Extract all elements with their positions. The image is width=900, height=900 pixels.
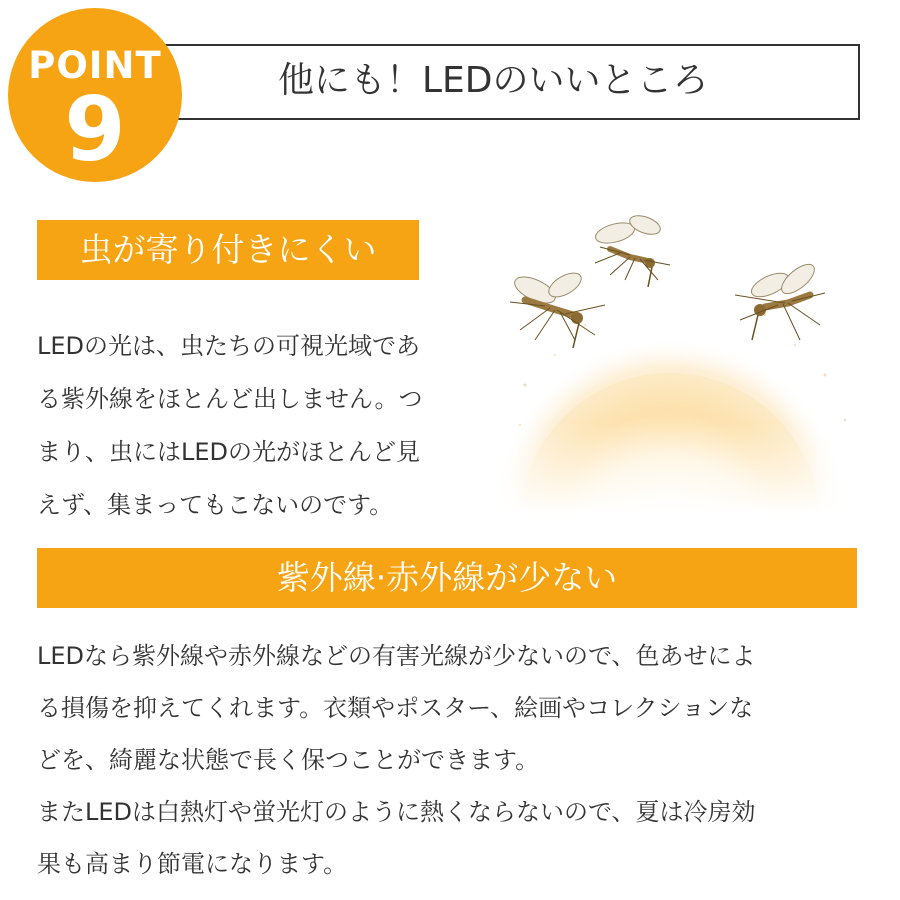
section2-line: LEDなら紫外線や赤外線などの有害光線が少ないので、色あせによ bbox=[37, 642, 756, 670]
section2-line: る損傷を抑えてくれます。衣類やポスター、絵画やコレクションな bbox=[37, 694, 754, 722]
section1-paragraph bbox=[37, 320, 477, 532]
section1-line: まり、虫にはLEDの光がほとんど見 bbox=[37, 438, 421, 466]
section1-heading: 虫が寄り付きにくい bbox=[37, 220, 419, 280]
section1-line: LEDの光は、虫たちの可視光域であ bbox=[37, 332, 421, 360]
point-label: POINT bbox=[28, 44, 162, 87]
section2-line: 果も高まり節電になります。 bbox=[37, 850, 348, 878]
mosquitoes-around-light-icon bbox=[495, 205, 875, 515]
section1-line: る紫外線をほとんど出しません。つ bbox=[37, 385, 423, 413]
section1-line: えず、集まってもこないのです。 bbox=[37, 491, 394, 519]
section2-line: またLEDは白熱灯や蛍光灯のように熱くならないので、夏は冷房効 bbox=[37, 798, 756, 826]
section2-paragraph bbox=[37, 630, 867, 890]
point-number: 9 bbox=[64, 78, 126, 181]
title-box bbox=[160, 44, 860, 120]
illustration-svg bbox=[495, 205, 875, 515]
section2-heading: 紫外線·赤外線が少ない bbox=[37, 548, 857, 608]
page-title: 他にも！LEDのいいところ bbox=[278, 60, 709, 101]
point-badge bbox=[8, 8, 182, 182]
section2-line: どを、綺麗な状態で長く保つことができます。 bbox=[37, 746, 540, 774]
